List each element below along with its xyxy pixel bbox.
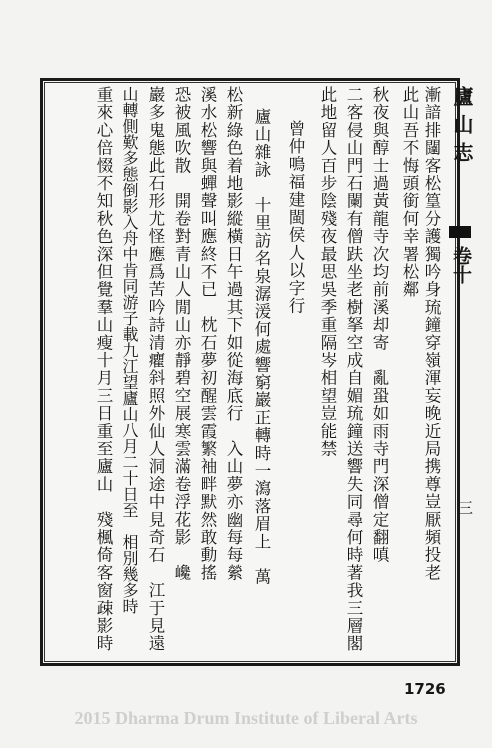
text-column-6: 曾仲鳴福建閩侯人以字行 — [286, 120, 305, 315]
text-column-2: 此山吾不悔頭銜何幸署松鄰 — [400, 86, 419, 299]
page-mark: 三 — [456, 500, 474, 515]
text-column-10: 恐被風吹散 開卷對青山人閒山亦靜碧空展寒雲滿卷浮花影 巉 — [172, 86, 191, 582]
page-number: 1726 — [404, 680, 446, 698]
watermark: 2015 Dharma Drum Institute of Liberal Arts — [74, 708, 418, 728]
text-column-13: 重來心倍惙不知秋色深但覺羣山瘦十月三日重至廬山 殘楓倚客窗疎影時 — [94, 86, 113, 653]
text-column-8: 松新綠色着地影縱橫日午過其下如從海底行 入山夢亦幽每每縈 — [224, 86, 243, 582]
text-column-5: 此地留人百步陰殘夜最思吳季重隔岑相望豈能禁 — [318, 86, 337, 458]
text-column-11: 巖多鬼態此石形尤怪應爲苦吟詩清癯斜照外仙人洞途中見奇石 江于見遠 — [146, 86, 165, 653]
text-column-12: 山轉側歎多態倒影入舟中肯同游子載九江望廬山八月二十日至 相別幾多時 — [120, 86, 139, 614]
text-column-7: 廬山雜詠 十里訪名泉潺湲何處響窮巖正轉時一瀉落眉上 萬 — [252, 108, 271, 586]
text-column-1: 漸諳排闥客松篁分護獨吟身琉鐘穿嶺渾妄晚近局携尊豈厭頻投老 — [422, 86, 441, 582]
text-column-9: 溪水松響與蟬聲叫應終不已 枕石夢初醒雲霞繁袖畔默然敢動搖 — [198, 86, 217, 582]
black-fish-tail-mark — [449, 226, 471, 238]
book-title: 廬山志 — [450, 86, 474, 170]
juan-label: 卷十 — [450, 246, 472, 284]
text-column-3: 秋夜與醇士過黃龍寺次均前溪却寄 亂蛩如雨寺門深僧定翻嗔 — [370, 86, 389, 564]
text-column-4: 二客侵山門石闌有僧趺坐老樹拏空成自媚琉鐘送響失同尋何時著我三層閣 — [344, 86, 363, 653]
